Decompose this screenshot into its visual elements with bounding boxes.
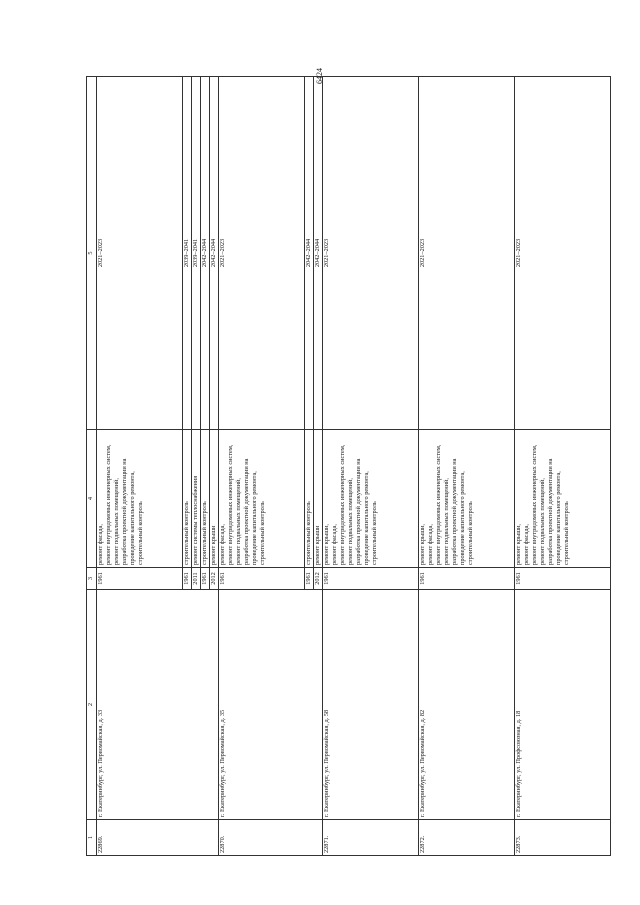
- work-line: строительный контроль: [201, 501, 208, 565]
- works-cell: [97, 430, 183, 568]
- period-cell: 2021–2023: [419, 77, 515, 430]
- col-header-2: 2: [87, 590, 97, 820]
- commission-year-cell: 1961: [323, 568, 419, 590]
- work-line: проведение капитального ремонта,: [555, 471, 562, 565]
- row-number: 22869.: [97, 820, 219, 856]
- table-row: [515, 77, 611, 856]
- address-cell: г. Екатеринбург, ул. Первомайская, д. 58: [323, 590, 419, 820]
- works-cell: [192, 430, 201, 568]
- work-line: ремонт крыши: [314, 525, 321, 565]
- commission-year-cell: 1961: [183, 568, 192, 590]
- work-line: ремонт системы теплоснабжения: [192, 475, 199, 565]
- work-line: ремонт крыши,: [515, 523, 522, 565]
- work-line: ремонт подвальных помещений,: [443, 478, 450, 565]
- work-line: ремонт внутридомовых инженерных систем,: [339, 444, 346, 565]
- period-cell: 2039–2041: [183, 77, 192, 430]
- address-cell: г. Екатеринбург, ул. Профсоюзная, д. 18: [515, 590, 611, 820]
- work-line: проведение капитального ремонта,: [363, 471, 370, 565]
- commission-year-cell: 1961: [515, 568, 611, 590]
- works-cell: [419, 430, 515, 568]
- works-cell: [210, 430, 219, 568]
- work-line: ремонт подвальных помещений,: [113, 478, 120, 565]
- commission-year-cell: 1961: [97, 568, 183, 590]
- period-cell: 2021–2023: [515, 77, 611, 430]
- work-line: строительный контроль: [183, 501, 190, 565]
- work-line: ремонт фасада,: [427, 524, 434, 565]
- period-cell: 2021–2023: [97, 77, 183, 430]
- works-cell: [314, 430, 323, 568]
- col-header-4: 4: [87, 430, 97, 568]
- period-cell: 2042–2044: [314, 77, 323, 430]
- work-line: ремонт внутридомовых инженерных систем,: [227, 444, 234, 565]
- work-line: строительный контроль: [371, 501, 378, 565]
- works-cell: [219, 430, 305, 568]
- work-line: разработка проектной документации на: [121, 458, 128, 565]
- work-line: ремонт фасада,: [219, 524, 226, 565]
- work-line: ремонт подвальных помещений,: [347, 478, 354, 565]
- period-cell: 2042–2044: [210, 77, 219, 430]
- works-cell: [201, 430, 210, 568]
- row-number: 22872.: [419, 820, 515, 856]
- period-cell: 2042–2044: [201, 77, 210, 430]
- period-cell: 2021–2023: [323, 77, 419, 430]
- commission-year-cell: 2011: [192, 568, 201, 590]
- work-line: ремонт фасада,: [97, 524, 104, 565]
- period-cell: 2042–2044: [305, 77, 314, 430]
- table-row: [219, 77, 305, 856]
- work-line: ремонт подвальных помещений,: [235, 478, 242, 565]
- commission-year-cell: 1961: [219, 568, 305, 590]
- col-header-3: 3: [87, 568, 97, 590]
- work-line: строительный контроль: [137, 501, 144, 565]
- row-number: 22870.: [219, 820, 323, 856]
- col-header-5: 5: [87, 77, 97, 430]
- table-row: [323, 77, 419, 856]
- work-line: проведение капитального ремонта,: [129, 471, 136, 565]
- period-cell: 2021–2023: [219, 77, 305, 430]
- commission-year-cell: 2012: [314, 568, 323, 590]
- works-cell: [515, 430, 611, 568]
- work-line: разработка проектной документации на: [355, 458, 362, 565]
- col-header-1: 1: [87, 820, 97, 856]
- page-number: 6424: [315, 68, 324, 84]
- table-stage: [86, 76, 632, 856]
- work-line: строительный контроль: [563, 501, 570, 565]
- work-line: ремонт подвальных помещений,: [539, 478, 546, 565]
- work-line: ремонт фасада,: [523, 524, 530, 565]
- work-line: разработка проектной документации на: [243, 458, 250, 565]
- work-line: разработка проектной документации на: [547, 458, 554, 565]
- work-line: проведение капитального ремонта,: [251, 471, 258, 565]
- work-line: ремонт внутридомовых инженерных систем,: [531, 444, 538, 565]
- address-cell: г. Екатеринбург, ул. Первомайская, д. 33: [97, 590, 219, 820]
- works-cell: [323, 430, 419, 568]
- work-line: ремонт крыши: [210, 525, 217, 565]
- work-line: ремонт фасада,: [331, 524, 338, 565]
- commission-year-cell: 2012: [210, 568, 219, 590]
- table-row: [97, 77, 183, 856]
- row-number: 22873.: [515, 820, 611, 856]
- work-line: разработка проектной документации на: [451, 458, 458, 565]
- table-row: [419, 77, 515, 856]
- row-number: 22871.: [323, 820, 419, 856]
- commission-year-cell: 1961: [201, 568, 210, 590]
- works-cell: [183, 430, 192, 568]
- rotated-table-wrapper: [86, 76, 632, 856]
- period-cell: 2039–2041: [192, 77, 201, 430]
- header-row: [87, 77, 97, 856]
- table-body: [97, 77, 611, 856]
- address-cell: г. Екатеринбург, ул. Первомайская, д. 82: [419, 590, 515, 820]
- work-line: строительный контроль: [305, 501, 312, 565]
- work-line: проведение капитального ремонта,: [459, 471, 466, 565]
- works-cell: [305, 430, 314, 568]
- work-line: строительный контроль: [467, 501, 474, 565]
- work-line: ремонт внутридомовых инженерных систем,: [105, 444, 112, 565]
- commission-year-cell: 1961: [419, 568, 515, 590]
- commission-year-cell: 1961: [305, 568, 314, 590]
- work-line: строительный контроль: [259, 501, 266, 565]
- address-cell: г. Екатеринбург, ул. Первомайская, д. 35: [219, 590, 323, 820]
- work-line: ремонт внутридомовых инженерных систем,: [435, 444, 442, 565]
- work-line: ремонт крыши,: [323, 523, 330, 565]
- capital-repair-table: [86, 76, 611, 856]
- work-line: ремонт крыши,: [419, 523, 426, 565]
